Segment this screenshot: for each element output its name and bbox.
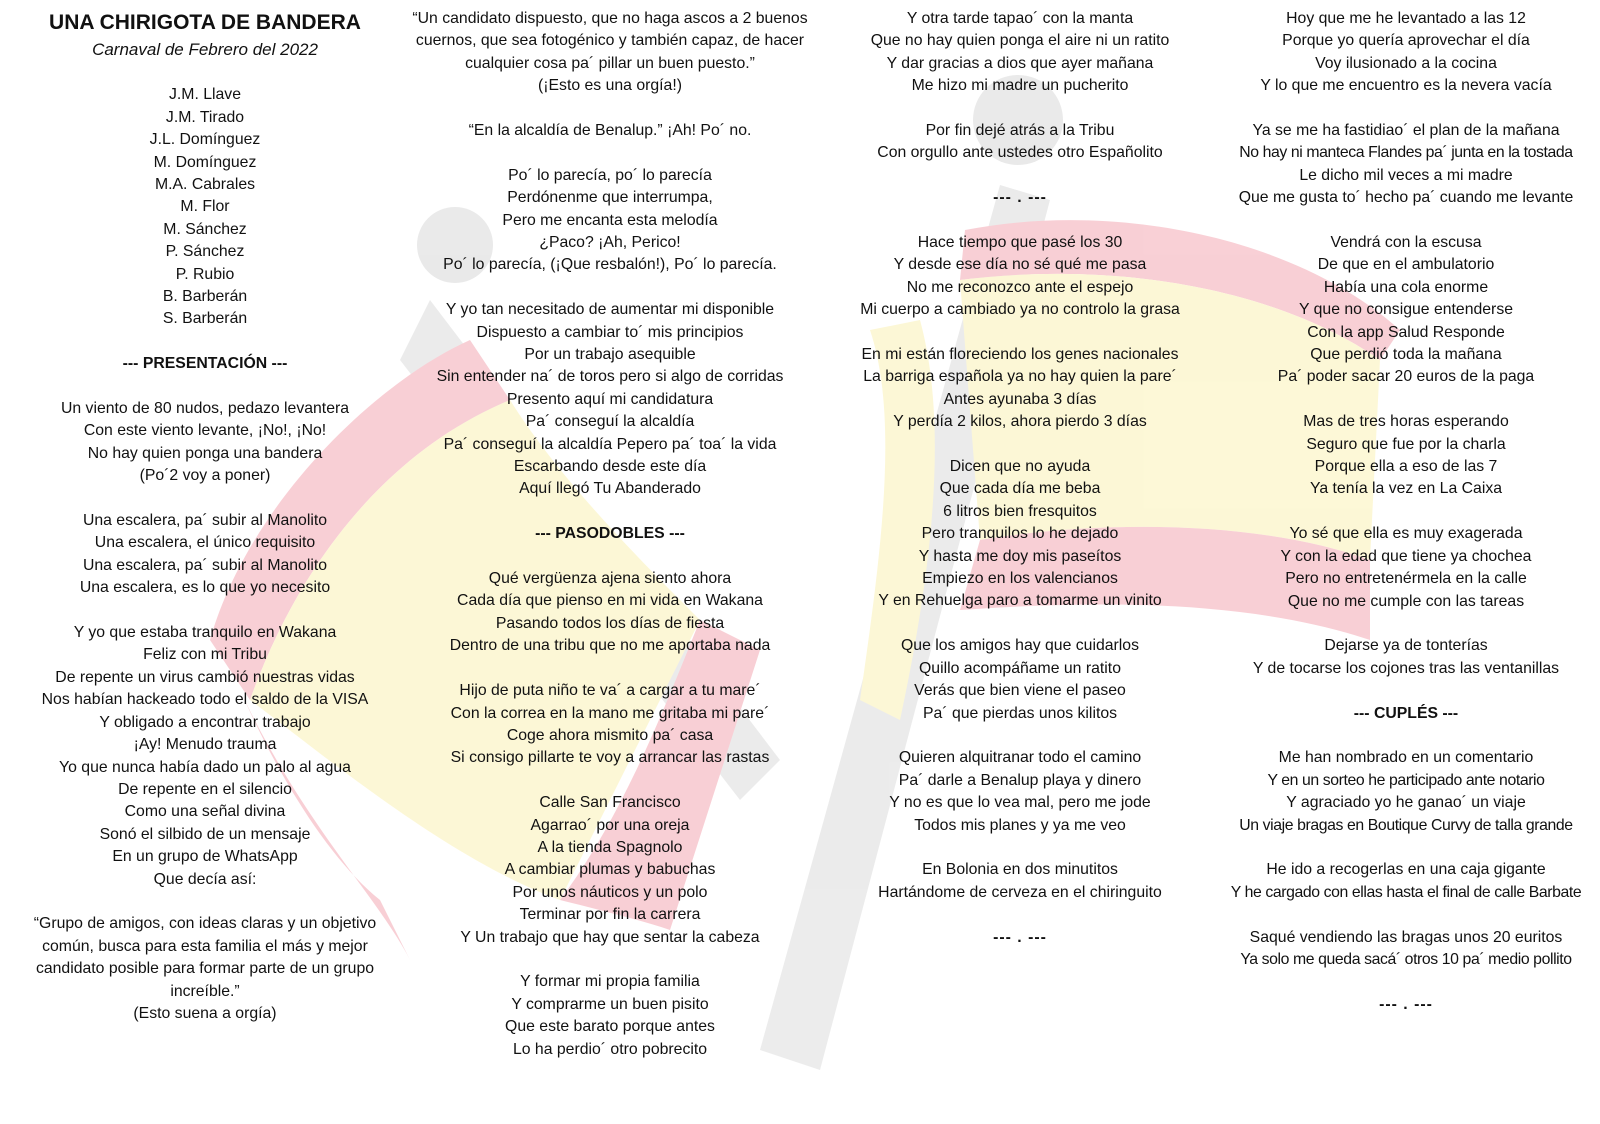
stanza bbox=[25, 510, 385, 600]
verse-line: Hijo de puta niño te va´ a cargar a tu mare´ bbox=[459, 682, 761, 700]
verse-line: Porque yo quería aprovechar el día bbox=[1282, 32, 1530, 50]
verse-line: Y agraciado yo he ganao´ un viaje bbox=[1286, 794, 1526, 812]
verse-line: Y obligado a encontrar trabajo bbox=[99, 713, 311, 731]
verse-line: Antes ayunaba 3 días bbox=[943, 390, 1097, 408]
stanza bbox=[830, 456, 1210, 613]
author: B. Barberán bbox=[162, 288, 248, 306]
verse-line: Y no es que lo vea mal, pero me jode bbox=[889, 794, 1151, 812]
verse-line: ¡Ay! Menudo trauma bbox=[133, 736, 277, 754]
verse-line: Pero tranquilos lo he dejado bbox=[921, 525, 1119, 543]
stanza bbox=[1218, 8, 1594, 98]
verse-line: Y en Rehuelga paro a tomarme un vinito bbox=[878, 592, 1162, 610]
section-heading-presentacion: --- PRESENTACIÓN --- bbox=[122, 355, 288, 373]
stanza bbox=[400, 165, 820, 277]
verse-line: En mi están floreciendo los genes nacionales bbox=[861, 346, 1179, 364]
verse-line: Po´ lo parecía, (¡Que resbalón!), Po´ lo parecía. bbox=[443, 256, 777, 274]
verse-line: No hay quien ponga una bandera bbox=[87, 444, 323, 462]
author: P. Rubio bbox=[175, 265, 235, 283]
verse-line: Pa´ conseguí la alcaldía bbox=[525, 413, 695, 431]
verse-line: Coge ahora mismito pa´ casa bbox=[506, 726, 714, 744]
author: M. Flor bbox=[180, 198, 230, 216]
verse-line: Agarrao´ por una oreja bbox=[530, 816, 690, 834]
stanza bbox=[400, 680, 820, 770]
verse-line: De repente en el silencio bbox=[118, 780, 292, 798]
verse-line: La barriga española ya no hay quien la pare´ bbox=[863, 368, 1177, 386]
verse-line: Pasando todos los días de fiesta bbox=[495, 614, 725, 632]
stanza bbox=[25, 622, 385, 891]
verse-line: Lo ha perdio´ otro pobrecito bbox=[512, 1040, 708, 1058]
stanza bbox=[830, 232, 1210, 322]
verse-line: Seguro que fue por la charla bbox=[1306, 435, 1506, 453]
verse-line: Mas de tres horas esperando bbox=[1303, 413, 1509, 431]
verse-line: Calle San Francisco bbox=[539, 794, 681, 812]
stanza bbox=[830, 8, 1210, 98]
quote-text: “Un candidato dispuesto, que no haga ascos a 2 buenos cuernos, que sea fotogénico y también capaz, de hacer cualquier cosa pa´ pillar un buen puesto.” bbox=[412, 10, 808, 72]
verse-line: Y dar gracias a dios que ayer mañana bbox=[886, 54, 1154, 72]
verse-line: Pa´ poder sacar 20 euros de la paga bbox=[1277, 368, 1535, 386]
verse-line: Cada día que pienso en mi vida en Wakana bbox=[457, 592, 763, 610]
author: S. Barberán bbox=[162, 310, 248, 328]
verse-line: De que en el ambulatorio bbox=[1317, 256, 1495, 274]
verse-line: Que no me cumple con las tareas bbox=[1287, 592, 1525, 610]
verse-line: Que decía así: bbox=[153, 870, 257, 888]
stanza bbox=[1218, 232, 1594, 389]
verse-line: Sin entender na´ de toros pero si algo de corridas bbox=[436, 368, 784, 386]
author: M.A. Cabrales bbox=[154, 176, 256, 194]
verse-line: ¿Paco? ¡Ah, Perico! bbox=[539, 234, 681, 252]
verse-line: Todos mis planes y ya me veo bbox=[914, 816, 1126, 834]
stanza bbox=[25, 398, 385, 488]
verse-line: Una escalera, es lo que yo necesito bbox=[79, 579, 331, 597]
verse-line: Por fin dejé atrás a la Tribu bbox=[925, 122, 1115, 140]
verse-line: En Bolonia en dos minutitos bbox=[922, 861, 1118, 879]
verse-line: Hace tiempo que pasé los 30 bbox=[917, 234, 1123, 252]
quote-block bbox=[25, 913, 385, 1025]
verse-line: Sonó el silbido de un mensaje bbox=[99, 825, 311, 843]
verse-line: “En la alcaldía de Benalup.” ¡Ah! Po´ no. bbox=[468, 122, 752, 140]
verse-line: Empiezo en los valencianos bbox=[922, 570, 1118, 588]
column-1 bbox=[25, 8, 385, 1025]
stanza bbox=[830, 747, 1210, 837]
verse-line: Feliz con mi Tribu bbox=[143, 646, 267, 664]
verse-line: Una escalera, pa´ subir al Manolito bbox=[82, 512, 328, 530]
verse-line: Como una señal divina bbox=[124, 803, 286, 821]
author: J.M. Llave bbox=[169, 86, 241, 104]
stanza bbox=[1218, 120, 1594, 210]
stanza bbox=[1218, 927, 1594, 972]
verse-line: En un grupo de WhatsApp bbox=[112, 848, 298, 866]
verse-line: (Po´2 voy a poner) bbox=[139, 467, 271, 485]
stanza bbox=[1218, 635, 1594, 680]
verse-line: Y en un sorteo he participado ante notario bbox=[1267, 771, 1545, 789]
verse-line: Qué vergüenza ajena siento ahora bbox=[488, 570, 732, 588]
verse-line: Vendrá con la escusa bbox=[1330, 234, 1482, 252]
column-4 bbox=[1218, 8, 1594, 1016]
stanza bbox=[830, 120, 1210, 165]
stanza bbox=[830, 859, 1210, 904]
verse-line: Y hasta me doy mis paseítos bbox=[918, 547, 1122, 565]
verse-line: Que los amigos hay que cuidarlos bbox=[901, 637, 1139, 655]
verse-line: He ido a recogerlas en una caja gigante bbox=[1266, 861, 1546, 879]
verse-line: Me hizo mi madre un pucherito bbox=[911, 77, 1129, 95]
verse-line: Y otra tarde tapao´ con la manta bbox=[906, 10, 1134, 27]
verse-line: Perdónenme que interrumpa, bbox=[507, 189, 713, 207]
verse-line: Dejarse ya de tonterías bbox=[1324, 637, 1488, 655]
verse-line: A cambiar plumas y babuchas bbox=[504, 861, 716, 879]
verse-line: Pa´ darle a Benalup playa y dinero bbox=[898, 771, 1142, 789]
verse-line: Con orgullo ante ustedes otro Españolito bbox=[877, 144, 1163, 162]
verse-line: Dentro de una tribu que no me aportaba nada bbox=[449, 637, 771, 655]
verse-line: Hoy que me he levantado a las 12 bbox=[1286, 10, 1526, 27]
author: J.L. Domínguez bbox=[149, 131, 261, 149]
verse-line: Ya solo me queda sacá´ otros 10 pa´ medio pollito bbox=[1240, 950, 1572, 968]
verse-line: A la tienda Spagnolo bbox=[537, 838, 683, 856]
verse-line: Si consigo pillarte te voy a arrancar las rastas bbox=[450, 749, 770, 767]
section-divider: --- . --- bbox=[1379, 995, 1433, 1013]
verse-line: Pa´ conseguí la alcaldía Pepero pa´ toa´ la vida bbox=[443, 435, 777, 453]
verse-line: 6 litros bien fresquitos bbox=[943, 502, 1097, 520]
verse-line: Y he cargado con ellas hasta el final de calle Barbate bbox=[1230, 883, 1582, 901]
section-divider: --- . --- bbox=[993, 928, 1047, 946]
stanza bbox=[1218, 411, 1594, 501]
verse-line: Que me gusta to´ hecho pa´ cuando me levante bbox=[1238, 189, 1574, 207]
verse-line: Y comprarme un buen pisito bbox=[511, 995, 709, 1013]
verse-line: Me han nombrado en un comentario bbox=[1278, 749, 1534, 767]
verse-line: Yo que nunca había dado un palo al agua bbox=[59, 758, 351, 776]
verse-line: Porque ella a eso de las 7 bbox=[1314, 458, 1498, 476]
verse-line: Con este viento levante, ¡No!, ¡No! bbox=[83, 422, 327, 440]
verse-line: De repente un virus cambió nuestras vidas bbox=[55, 668, 355, 686]
verse-line: Y desde ese día no sé qué me pasa bbox=[893, 256, 1147, 274]
verse-line: No me reconozco ante el espejo bbox=[906, 278, 1134, 296]
authors-list bbox=[25, 84, 385, 330]
verse-line: Pa´ que pierdas unos kilitos bbox=[922, 704, 1118, 722]
verse-line: Dispuesto a cambiar to´ mis principios bbox=[476, 323, 744, 341]
column-3 bbox=[830, 8, 1210, 949]
quote-note: (Esto suena a orgía) bbox=[133, 1004, 277, 1022]
verse-line: Y perdía 2 kilos, ahora pierdo 3 días bbox=[893, 413, 1147, 431]
verse-line: Quillo acompáñame un ratito bbox=[919, 659, 1121, 677]
verse-line: Que no hay quien ponga el aire ni un ratito bbox=[870, 32, 1170, 50]
author: J.M. Tirado bbox=[165, 108, 245, 126]
verse-line: Con la correa en la mano me gritaba mi pare´ bbox=[450, 704, 770, 722]
verse-line: Y yo que estaba tranquilo en Wakana bbox=[73, 624, 337, 642]
stanza bbox=[830, 344, 1210, 434]
stanza bbox=[400, 568, 820, 658]
verse-line: Ya tenía la vez en La Caixa bbox=[1309, 480, 1503, 498]
verse-line: Le dicho mil veces a mi madre bbox=[1299, 166, 1513, 184]
verse-line: Con la app Salud Responde bbox=[1307, 323, 1505, 341]
column-2 bbox=[400, 8, 820, 1061]
verse-line: Mi cuerpo a cambiado ya no controlo la grasa bbox=[860, 301, 1180, 319]
quote-text: “Grupo de amigos, con ideas claras y un objetivo común, busca para esta familia el más y mejor candidato posible para formar parte de un grupo increíble.” bbox=[33, 915, 377, 1000]
document-title: UNA CHIRIGOTA DE BANDERA bbox=[49, 11, 361, 34]
section-heading-cuples: --- CUPLÉS --- bbox=[1353, 704, 1459, 722]
verse-line: Un viaje bragas en Boutique Curvy de talla grande bbox=[1239, 816, 1573, 834]
verse-line: Y de tocarse los cojones tras las ventanillas bbox=[1252, 659, 1560, 677]
verse-line: Quieren alquitranar todo el camino bbox=[898, 749, 1142, 767]
verse-line: Verás que bien viene el paseo bbox=[914, 682, 1126, 700]
stanza bbox=[830, 635, 1210, 725]
verse-line: Po´ lo parecía, po´ lo parecía bbox=[508, 166, 712, 184]
stanza bbox=[400, 299, 820, 501]
verse-line: Nos habían hackeado todo el saldo de la VISA bbox=[41, 691, 369, 709]
verse-line: Que cada día me beba bbox=[939, 480, 1101, 498]
stanza bbox=[400, 792, 820, 949]
verse-line: Y que no consigue entenderse bbox=[1298, 301, 1513, 319]
section-heading-pasodobles: --- PASODOBLES --- bbox=[535, 525, 685, 543]
verse-line: Terminar por fin la carrera bbox=[519, 906, 701, 924]
verse-line: Y lo que me encuentro es la nevera vacía bbox=[1260, 77, 1552, 95]
verse-line: Escarbando desde este día bbox=[513, 458, 707, 476]
document-subtitle: Carnaval de Febrero del 2022 bbox=[92, 40, 318, 59]
verse-line: Aquí llegó Tu Abanderado bbox=[519, 480, 701, 498]
section-divider: --- . --- bbox=[993, 189, 1047, 207]
verse-line: Ya se me ha fastidiao´ el plan de la mañana bbox=[1252, 122, 1560, 140]
verse-line: No hay ni manteca Flandes pa´ junta en la tostada bbox=[1239, 144, 1573, 162]
verse-line: Una escalera, el único requisito bbox=[94, 534, 316, 552]
verse-line: Saqué vendiendo las bragas unos 20 euritos bbox=[1249, 928, 1563, 946]
stanza bbox=[1218, 523, 1594, 613]
verse-line: Y formar mi propia familia bbox=[520, 973, 700, 991]
quote-block bbox=[400, 8, 820, 98]
quote-note: (¡Esto es una orgía!) bbox=[538, 77, 682, 95]
verse-line: Por unos náuticos y un polo bbox=[512, 883, 708, 901]
verse-line: Que este barato porque antes bbox=[505, 1018, 715, 1036]
verse-line: Dicen que no ayuda bbox=[949, 458, 1091, 476]
author: M. Sánchez bbox=[163, 220, 247, 238]
verse-line: Pero me encanta esta melodía bbox=[502, 211, 718, 229]
verse-line: Presento aquí mi candidatura bbox=[506, 390, 714, 408]
verse-line: Pero no entretenérmela en la calle bbox=[1285, 570, 1527, 588]
verse-line: Yo sé que ella es muy exagerada bbox=[1289, 525, 1523, 543]
verse-line: Voy ilusionado a la cocina bbox=[1315, 54, 1497, 72]
verse-line: Y yo tan necesitado de aumentar mi disponible bbox=[445, 301, 775, 319]
verse-line: Que perdió toda la mañana bbox=[1310, 346, 1502, 364]
stanza bbox=[400, 971, 820, 1061]
stanza bbox=[1218, 747, 1594, 837]
verse-line: Había una cola enorme bbox=[1323, 278, 1489, 296]
verse-line: Una escalera, pa´ subir al Manolito bbox=[82, 556, 328, 574]
author: M. Domínguez bbox=[153, 153, 257, 171]
verse-line: Y Un trabajo que hay que sentar la cabeza bbox=[460, 928, 760, 946]
verse-line: Un viento de 80 nudos, pedazo levantera bbox=[60, 400, 350, 418]
stanza bbox=[1218, 859, 1594, 904]
author: P. Sánchez bbox=[165, 243, 245, 261]
verse-line: Hartándome de cerveza en el chiringuito bbox=[878, 883, 1162, 901]
verse-line: Y con la edad que tiene ya chochea bbox=[1280, 547, 1532, 565]
verse-line: Por un trabajo asequible bbox=[524, 346, 696, 364]
